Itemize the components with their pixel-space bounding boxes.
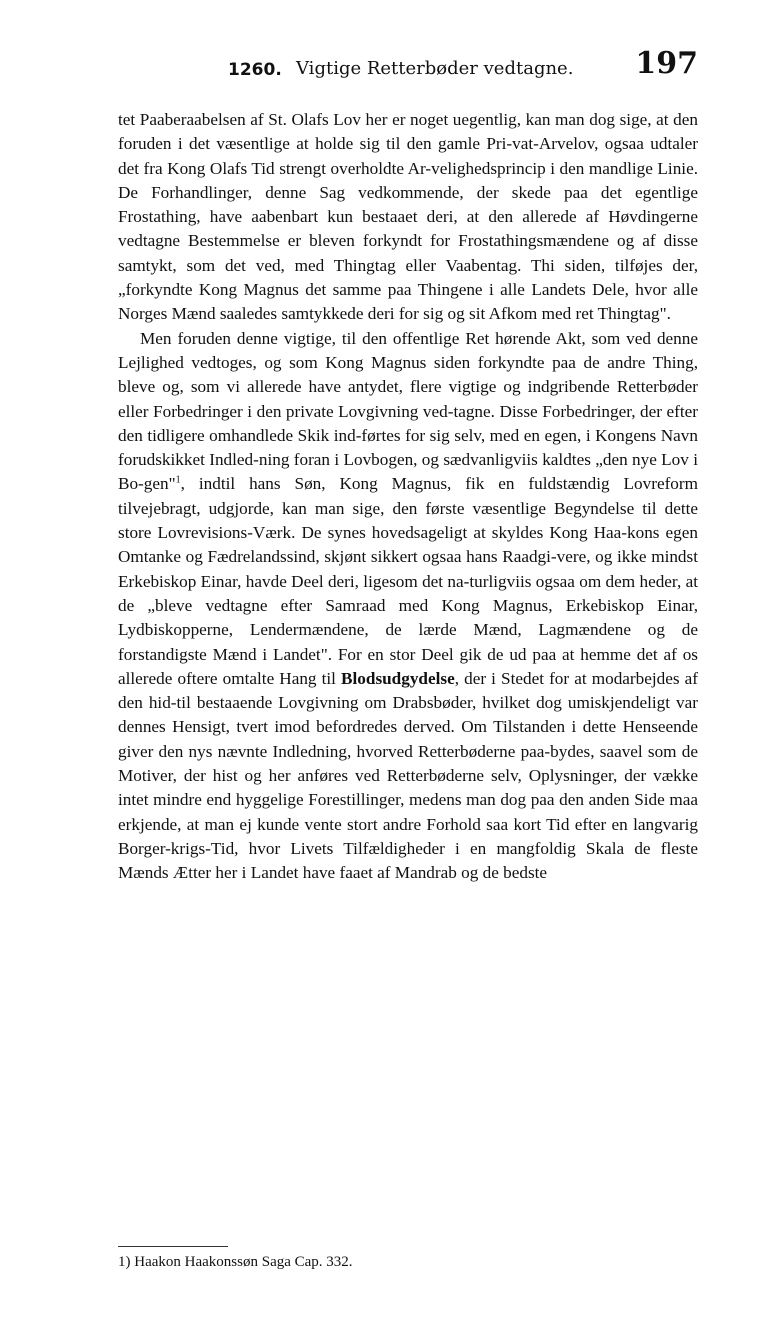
page-year-number: 1260. <box>228 60 282 80</box>
main-text <box>118 108 698 886</box>
paragraph-2-part-b: , indtil hans Søn, Kong Magnus, fik en fuldstændig Lovreform tilvejebragt, udgjorde, kan man sige, den første væsentlige Begyndelse til dette store Lovrevisions-Værk. De synes hovedsageligt at skyldes Kong Haa-kons egen Omtanke og Fædrelandssind, skjønt sikkert ogsaa hans Raadgi-vere, og ikke mindst Erkebiskop Einar, havde Deel deri, ligesom det na-turligviis ogsaa om dem heder, at de „bleve vedtagne efter Samraad med Kong Magnus, Erkebiskop Einar, Lydbiskopperne, Lendermændene, de lærde Mænd, Lagmændene og de forstandigste Mænd i Landet". For en stor Deel gik de ud paa at hemme det af os allerede oftere omtalte Hang til <box>118 474 698 688</box>
footnote <box>118 1254 698 1271</box>
footnote-reference: 1 <box>175 474 181 486</box>
emphasized-term: Blodsudgydelse <box>341 668 455 688</box>
footnote-divider <box>118 1246 228 1247</box>
page-header <box>228 46 698 86</box>
paragraph-2-part-a: Men foruden denne vigtige, til den offentlige Ret hørende Akt, som ved denne Lejlighed vedtoges, og som Kong Magnus siden forkyndte paa de andre Thing, bleve og, som vi allerede have antydet, flere vigtige og indgribende Retterbøder eller Forbedringer i den private Lovgivning ved-tagne. Disse Forbedringer, der efter den tidligere omhandlede Skik ind-førtes for sig selv, med en egen, i Kongens Navn forudskikket Indled-ning foran i Lovbogen, og sædvanligviis kaldtes „den nye Lov i Bo-gen" <box>118 328 698 494</box>
footnote-mark: 1) <box>118 1254 131 1270</box>
folio-number: 197 <box>635 46 698 81</box>
running-head: Vigtige Retterbøder vedtagne. <box>296 58 574 79</box>
paragraph-2 <box>118 327 698 886</box>
paragraph-2-part-c: , der i Stedet for at modarbejdes af den hid-til bestaaende Lovgivning om Drabsbøder, hvilket dog umiskjendeligt var dennes Hensigt, tvert imod befordredes derved. Om Tilstanden i dette Henseende giver den nys nævnte Indledning, hvorved Retterbøderne paa-bydes, saavel som de Motiver, der hist og her anføres ved Retterbøderne selv, Oplysninger, der vække intet mindre end hyggelige Forestillinger, medens man dog paa den anden Side maa erkjende, at man ej kunde vente stort andre Forhold saa kort Tid efter en langvarig Borger-krigs-Tid, hvor Livets Tilfældigheder i en mangfoldig Skala de fleste Mænds Ætter her i Landet have faaet af Mandrab og de bedste <box>118 668 698 883</box>
paragraph-1: tet Paaberaabelsen af St. Olafs Lov her er noget uegentlig, kan man dog sige, at den foruden i det væsentlige at holde sig til den gamle Pri-vat-Arvelov, ogsaa udtaler det fra Kong Olafs Tid strengt overholdte Ar-velighedsprincip i den mandlige Linie. De Forhandlinger, denne Sag vedkommende, der skede paa det egentlige Frostathing, have aabenbart kun bestaaet deri, at den allerede af Høvdingerne vedtagne Bestemmelse er bleven forkyndt for Frostathingsmændene og af disse samtykt, som det ved, med Thingtag eller Vaabentag. Thi siden, tilføjes der, „forkyndte Kong Magnus det samme paa Thingene i alle Landets Dele, hvor alle Norges Mænd saaledes samtykkede deri for sig og sit Afkom med ret Thingtag". <box>118 110 698 324</box>
footnote-text: Haakon Haakonssøn Saga Cap. 332. <box>134 1254 353 1270</box>
